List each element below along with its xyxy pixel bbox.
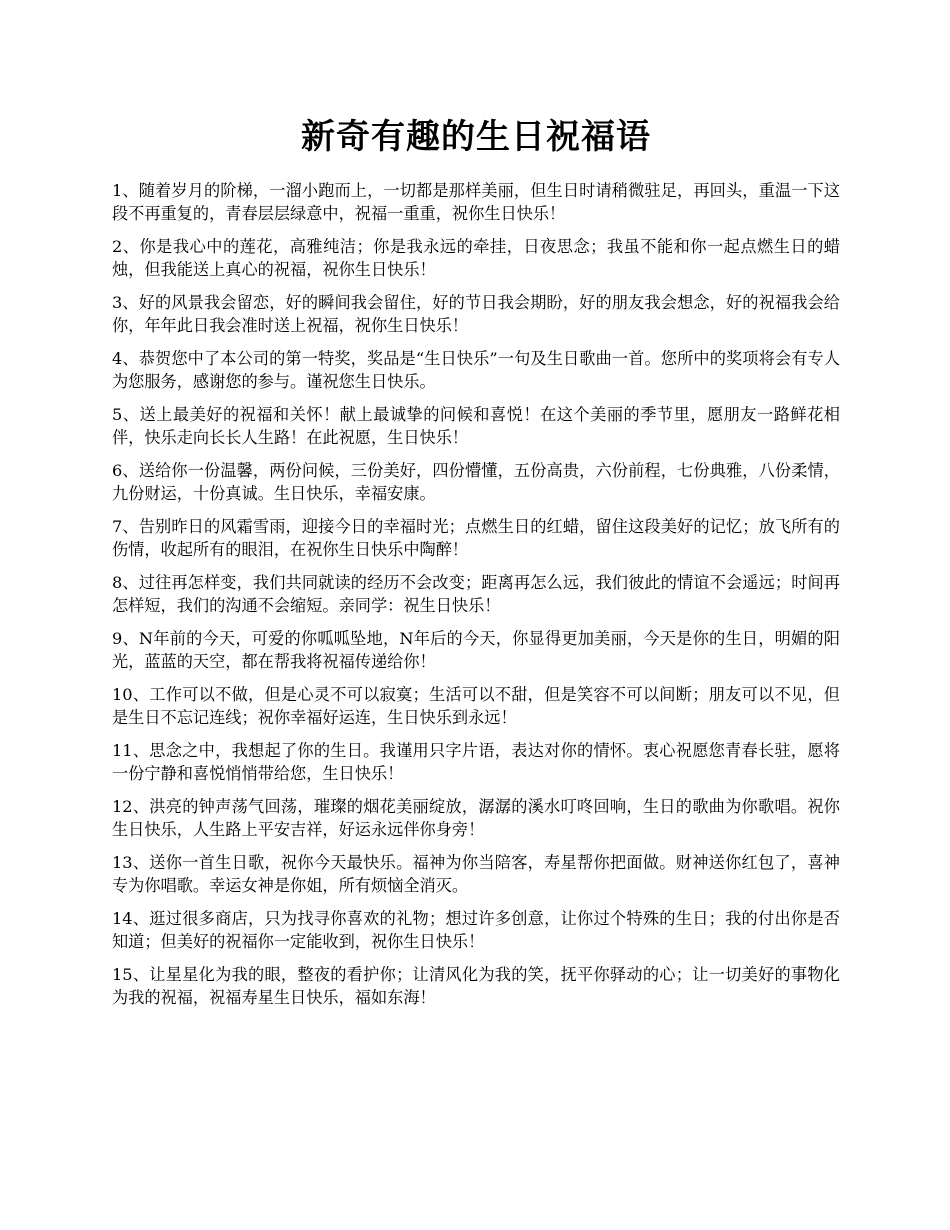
paragraph-6: 6、送给你一份温馨，两份问候，三份美好，四份懵懂，五份高贵，六份前程，七份典雅，八份柔情，九份财运，十份真诚。生日快乐，幸福安康。 [112,461,840,503]
paragraph-9: 9、N年前的今天，可爱的你呱呱坠地，N年后的今天，你显得更加美丽，今天是你的生日，明媚的阳光，蓝蓝的天空，都在帮我将祝福传递给你！ [112,629,840,671]
paragraph-10: 10、工作可以不做，但是心灵不可以寂寞；生活可以不甜，但是笑容不可以间断；朋友可以不见，但是生日不忘记连线；祝你幸福好运连，生日快乐到永远！ [112,685,840,727]
paragraph-11: 11、思念之中，我想起了你的生日。我谨用只字片语，表达对你的情怀。衷心祝愿您青春长驻，愿将一份宁静和喜悦悄悄带给您，生日快乐！ [112,741,840,783]
paragraph-8: 8、过往再怎样变，我们共同就读的经历不会改变；距离再怎么远，我们彼此的情谊不会遥远；时间再怎样短，我们的沟通不会缩短。亲同学：祝生日快乐！ [112,573,840,615]
document-page [112,112,840,1020]
paragraph-14: 14、逛过很多商店，只为找寻你喜欢的礼物；想过许多创意，让你过个特殊的生日；我的付出你是否知道；但美好的祝福你一定能收到，祝你生日快乐！ [112,909,840,951]
paragraph-7: 7、告别昨日的风霜雪雨，迎接今日的幸福时光；点燃生日的红蜡，留住这段美好的记忆；放飞所有的伤情，收起所有的眼泪，在祝你生日快乐中陶醉！ [112,517,840,559]
paragraph-13: 13、送你一首生日歌，祝你今天最快乐。福神为你当陪客，寿星帮你把面做。财神送你红包了，喜神专为你唱歌。幸运女神是你姐，所有烦恼全消灭。 [112,853,840,895]
paragraph-4: 4、恭贺您中了本公司的第一特奖，奖品是“生日快乐”一句及生日歌曲一首。您所中的奖项将会有专人为您服务，感谢您的参与。谨祝您生日快乐。 [112,349,840,391]
paragraph-1: 1、随着岁月的阶梯，一溜小跑而上，一切都是那样美丽，但生日时请稍微驻足，再回头，重温一下这段不再重复的，青春层层绿意中，祝福一重重，祝你生日快乐！ [112,181,840,223]
paragraph-5: 5、送上最美好的祝福和关怀！献上最诚挚的问候和喜悦！在这个美丽的季节里，愿朋友一路鲜花相伴，快乐走向长长人生路！在此祝愿，生日快乐！ [112,405,840,447]
document-title: 新奇有趣的生日祝福语 [301,117,651,157]
paragraph-3: 3、好的风景我会留恋，好的瞬间我会留住，好的节日我会期盼，好的朋友我会想念，好的祝福我会给你，年年此日我会准时送上祝福，祝你生日快乐！ [112,293,840,335]
paragraph-12: 12、洪亮的钟声荡气回荡，璀璨的烟花美丽绽放，潺潺的溪水叮咚回响，生日的歌曲为你歌唱。祝你生日快乐，人生路上平安吉祥，好运永远伴你身旁！ [112,797,840,839]
paragraph-15: 15、让星星化为我的眼，整夜的看护你；让清风化为我的笑，抚平你驿动的心；让一切美好的事物化为我的祝福，祝福寿星生日快乐，福如东海！ [112,965,840,1007]
paragraph-2: 2、你是我心中的莲花，高雅纯洁；你是我永远的牵挂，日夜思念；我虽不能和你一起点燃生日的蜡烛，但我能送上真心的祝福，祝你生日快乐！ [112,237,840,279]
